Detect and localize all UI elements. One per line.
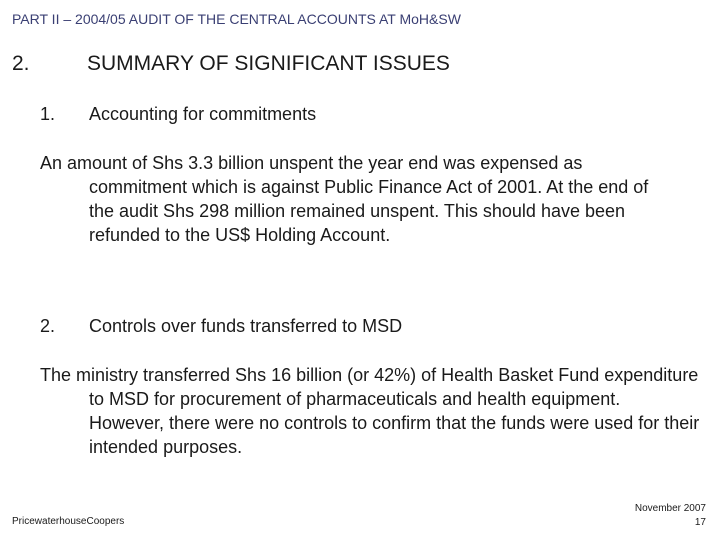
footer-date-page <box>635 502 706 530</box>
section-title: SUMMARY OF SIGNIFICANT ISSUES <box>87 52 450 75</box>
item-1-paragraph: An amount of Shs 3.3 billion unspent the year end was expensed as commitment which is against Public Finance Act of 2001. At the end of the audit Shs 298 million remained unspent. This should have been refunded to the US$ Holding Account. <box>40 153 649 245</box>
footer-date: November 2007 <box>634 503 706 514</box>
item-2-paragraph: The ministry transferred Shs 16 billion (or 42%) of Health Basket Fund expenditure to MSD for procurement of pharmaceuticals and health equipment. However, there were no controls to confirm that the funds were used for their intended purposes. <box>40 365 700 457</box>
document-header: PART II – 2004/05 AUDIT OF THE CENTRAL ACCOUNTS AT MoH&SW <box>12 11 461 27</box>
item-1-title: Accounting for commitments <box>89 104 317 124</box>
item-2-title: Controls over funds transferred to MSD <box>89 316 403 336</box>
footer-page-number: 17 <box>694 517 706 528</box>
item-2-number: 2. <box>40 316 56 336</box>
section-number: 2. <box>12 52 30 75</box>
footer-company: PricewaterhouseCoopers <box>12 516 125 527</box>
item-1-number: 1. <box>40 104 56 124</box>
